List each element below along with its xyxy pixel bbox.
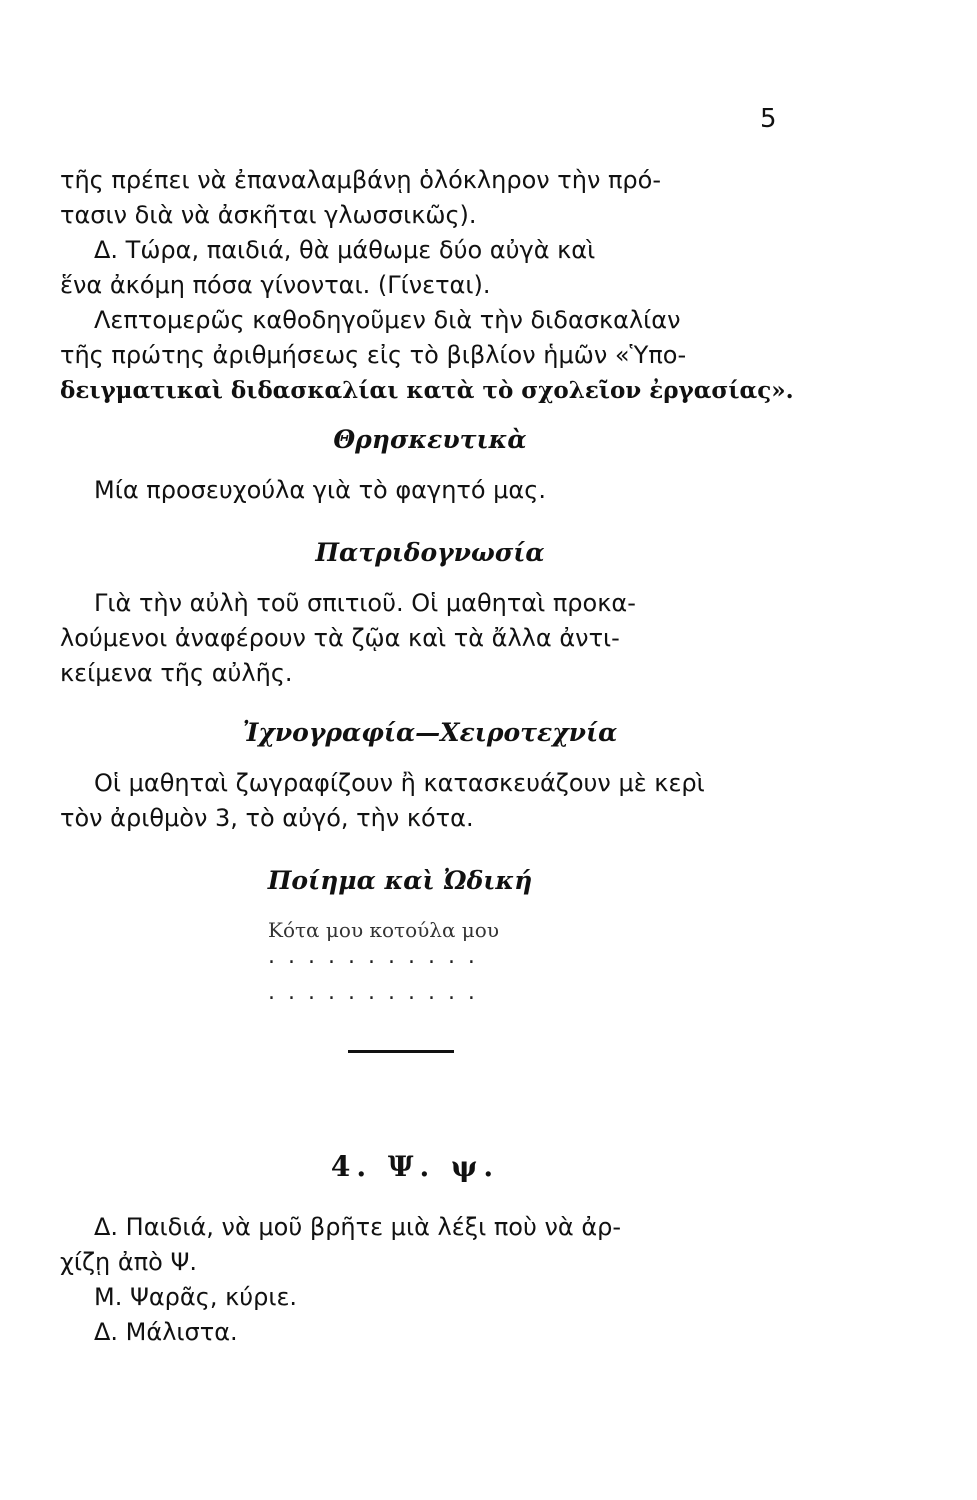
poem-line: Κότα μου κοτούλα μου bbox=[268, 918, 500, 942]
text-line: χίζῃ ἀπὸ Ψ. bbox=[60, 1248, 197, 1276]
homeland-paragraph bbox=[60, 586, 790, 691]
ellipsis-dots: ........... bbox=[268, 980, 488, 1005]
text-line: ἕνα ἀκόμη πόσα γίνονται. (Γίνεται). bbox=[60, 271, 491, 299]
text-line: Μία προσευχούλα γιὰ τὸ φαγητό μας. bbox=[94, 476, 546, 504]
text-line: τῆς πρέπει νὰ ἐπαναλαμβάνῃ ὁλόκληρον τὴν πρό- bbox=[60, 166, 662, 194]
section4-paragraph bbox=[60, 1210, 790, 1350]
text-line: τῆς πρώτης ἀριθμήσεως εἰς τὸ βιβλίον ἡμῶν «Ὑπο- bbox=[60, 341, 687, 369]
text-line: λούμενοι ἀναφέρουν τὰ ζῷα καὶ τὰ ἄλλα ἀντι- bbox=[60, 624, 620, 652]
heading-religious: Θρησκευτικὰ bbox=[333, 425, 527, 454]
text-line: Δ. Μάλιστα. bbox=[94, 1318, 238, 1346]
ellipsis-dots: ........... bbox=[268, 944, 488, 969]
text-line: Οἱ μαθηταὶ ζωγραφίζουν ἢ κατασκευάζουν μὲ κερὶ bbox=[94, 769, 705, 797]
text-line: Μ. Ψαρᾶς, κύριε. bbox=[94, 1283, 298, 1311]
text-line: κείμενα τῆς αὐλῆς. bbox=[60, 659, 293, 687]
text-line: Δ. Τώρα, παιδιά, θὰ μάθωμε δύο αὐγὰ καὶ bbox=[94, 236, 596, 264]
section-divider bbox=[348, 1050, 454, 1053]
text-line: τασιν διὰ νὰ ἀσκῆται γλωσσικῶς). bbox=[60, 201, 477, 229]
text-line: Δ. Παιδιά, νὰ μοῦ βρῆτε μιὰ λέξι ποὺ νὰ ἀρ- bbox=[94, 1213, 622, 1241]
text-line: Λεπτομερῶς καθοδηγοῦμεν διὰ τὴν διδασκαλίαν bbox=[94, 306, 681, 334]
text-line: τὸν ἀριθμὸν 3, τὸ αὐγό, τὴν κότα. bbox=[60, 804, 474, 832]
section-heading: 4. Ψ. ψ. bbox=[330, 1150, 500, 1183]
heading-poem: Ποίημα καὶ Ὠδική bbox=[267, 866, 533, 895]
drawing-paragraph bbox=[60, 766, 790, 836]
intro-paragraph bbox=[60, 163, 794, 408]
heading-drawing: Ἰχνογραφία—Χειροτεχνία bbox=[242, 718, 618, 747]
book-title-line: δειγματικαὶ διδασκαλίαι κατὰ τὸ σχολεῖον ἐργασίας». bbox=[60, 377, 794, 404]
page-number: 5 bbox=[760, 104, 777, 134]
heading-homeland: Πατριδογνωσία bbox=[315, 538, 545, 567]
religious-paragraph bbox=[60, 473, 790, 508]
text-line: Γιὰ τὴν αὐλὴ τοῦ σπιτιοῦ. Οἱ μαθηταὶ προκα- bbox=[94, 589, 636, 617]
